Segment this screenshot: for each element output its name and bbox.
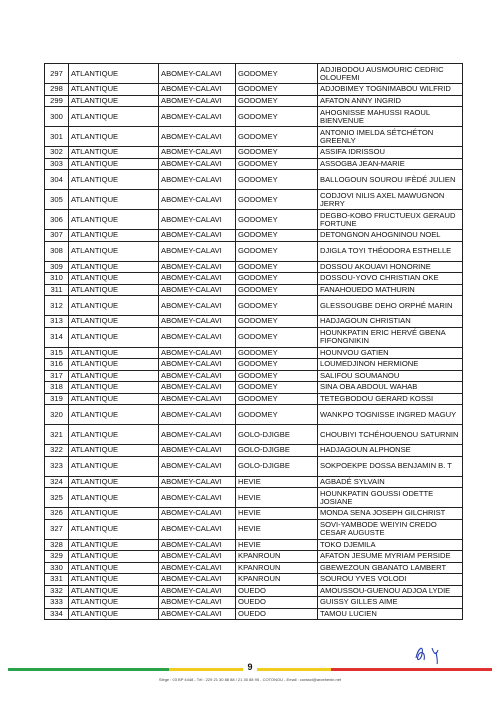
cell-arrondissement: GODOMEY	[236, 210, 318, 230]
cell-full-name: ADJOBIMEY TOGNIMABOU WILFRID	[318, 84, 463, 96]
table-row	[45, 107, 463, 127]
cell-full-name: ASSOGBA JEAN-MARIE	[318, 158, 463, 170]
cell-full-name: ADJIBODOU AUSMOURIC CEDRIC OLOUFEMI	[318, 64, 463, 84]
cell-arrondissement: GODOMEY	[236, 95, 318, 107]
flag-green-stripe	[8, 668, 169, 671]
table-row	[45, 296, 463, 316]
table-row	[45, 562, 463, 574]
cell-arrondissement: GODOMEY	[236, 147, 318, 159]
table-row	[45, 585, 463, 597]
cell-arrondissement: GODOMEY	[236, 84, 318, 96]
cell-number: 314	[45, 327, 69, 347]
cell-full-name: BALLOGOUN SOUROU IFÈDÉ JULIEN	[318, 170, 463, 190]
cell-full-name: FANAHOUEDO MATHURIN	[318, 284, 463, 296]
cell-full-name: HOUNKPATIN GOUSSI ODETTE JOSIANE	[318, 488, 463, 508]
cell-commune: ABOMEY-CALAVI	[159, 273, 236, 285]
cell-commune: ABOMEY-CALAVI	[159, 488, 236, 508]
table-row	[45, 445, 463, 457]
cell-arrondissement: GODOMEY	[236, 284, 318, 296]
cell-department: ATLANTIQUE	[69, 519, 159, 539]
cell-number: 306	[45, 210, 69, 230]
cell-number: 308	[45, 241, 69, 261]
cell-department: ATLANTIQUE	[69, 456, 159, 476]
cell-arrondissement: GODOMEY	[236, 64, 318, 84]
table-row	[45, 230, 463, 242]
cell-arrondissement: GODOMEY	[236, 382, 318, 394]
cell-commune: ABOMEY-CALAVI	[159, 476, 236, 488]
cell-department: ATLANTIQUE	[69, 241, 159, 261]
cell-commune: ABOMEY-CALAVI	[159, 393, 236, 405]
cell-arrondissement: GODOMEY	[236, 273, 318, 285]
cell-commune: ABOMEY-CALAVI	[159, 127, 236, 147]
cell-number: 300	[45, 107, 69, 127]
cell-commune: ABOMEY-CALAVI	[159, 107, 236, 127]
table-row	[45, 488, 463, 508]
table-row	[45, 476, 463, 488]
cell-commune: ABOMEY-CALAVI	[159, 84, 236, 96]
cell-full-name: TAMOU LUCIEN	[318, 608, 463, 620]
cell-department: ATLANTIQUE	[69, 585, 159, 597]
table-row	[45, 190, 463, 210]
cell-department: ATLANTIQUE	[69, 327, 159, 347]
cell-number: 318	[45, 382, 69, 394]
cell-commune: ABOMEY-CALAVI	[159, 241, 236, 261]
cell-commune: ABOMEY-CALAVI	[159, 456, 236, 476]
cell-department: ATLANTIQUE	[69, 597, 159, 609]
cell-number: 320	[45, 405, 69, 425]
cell-full-name: ANTONIO IMELDA SÉTCHÉTON GREENLY	[318, 127, 463, 147]
table-row	[45, 273, 463, 285]
cell-number: 334	[45, 608, 69, 620]
cell-arrondissement: GODOMEY	[236, 316, 318, 328]
cell-arrondissement: HEVIE	[236, 508, 318, 520]
cell-commune: ABOMEY-CALAVI	[159, 210, 236, 230]
cell-commune: ABOMEY-CALAVI	[159, 382, 236, 394]
table-row	[45, 147, 463, 159]
cell-commune: ABOMEY-CALAVI	[159, 316, 236, 328]
table-row	[45, 261, 463, 273]
cell-full-name: CODJOVI NILIS AXEL MAWUGNON JERRY	[318, 190, 463, 210]
cell-arrondissement: HEVIE	[236, 488, 318, 508]
table-row	[45, 241, 463, 261]
cell-number: 323	[45, 456, 69, 476]
table-row	[45, 64, 463, 84]
cell-full-name: DJIGLA TOYI THÉODORA ESTHELLE	[318, 241, 463, 261]
cell-full-name: SINA OBA ABDOUL WAHAB	[318, 382, 463, 394]
cell-number: 297	[45, 64, 69, 84]
cell-number: 330	[45, 562, 69, 574]
table-row	[45, 551, 463, 563]
cell-department: ATLANTIQUE	[69, 284, 159, 296]
cell-commune: ABOMEY-CALAVI	[159, 261, 236, 273]
cell-commune: ABOMEY-CALAVI	[159, 551, 236, 563]
cell-commune: ABOMEY-CALAVI	[159, 519, 236, 539]
cell-department: ATLANTIQUE	[69, 508, 159, 520]
cell-number: 317	[45, 370, 69, 382]
cell-arrondissement: HEVIE	[236, 476, 318, 488]
cell-commune: ABOMEY-CALAVI	[159, 147, 236, 159]
cell-commune: ABOMEY-CALAVI	[159, 539, 236, 551]
cell-number: 312	[45, 296, 69, 316]
cell-number: 298	[45, 84, 69, 96]
cell-arrondissement: GODOMEY	[236, 107, 318, 127]
cell-number: 333	[45, 597, 69, 609]
cell-arrondissement: HEVIE	[236, 519, 318, 539]
cell-department: ATLANTIQUE	[69, 551, 159, 563]
candidate-table-body	[45, 64, 463, 620]
cell-full-name: AFATON JESUME MYRIAM PERSIDE	[318, 551, 463, 563]
cell-full-name: DOSSOU-YOVO CHRISTIAN OKE	[318, 273, 463, 285]
table-row	[45, 95, 463, 107]
cell-commune: ABOMEY-CALAVI	[159, 597, 236, 609]
cell-commune: ABOMEY-CALAVI	[159, 370, 236, 382]
table-row	[45, 597, 463, 609]
cell-arrondissement: OUEDO	[236, 585, 318, 597]
cell-department: ATLANTIQUE	[69, 359, 159, 371]
cell-department: ATLANTIQUE	[69, 425, 159, 445]
cell-number: 331	[45, 574, 69, 586]
cell-number: 309	[45, 261, 69, 273]
cell-full-name: AHOGNISSE MAHUSSI RAOUL BIENVENUE	[318, 107, 463, 127]
cell-commune: ABOMEY-CALAVI	[159, 359, 236, 371]
cell-department: ATLANTIQUE	[69, 296, 159, 316]
table-row	[45, 127, 463, 147]
cell-number: 329	[45, 551, 69, 563]
cell-full-name: DOSSOU AKOUAVI HONORINE	[318, 261, 463, 273]
cell-full-name: TOKO DJEMILA	[318, 539, 463, 551]
cell-arrondissement: KPANROUN	[236, 562, 318, 574]
cell-arrondissement: GODOMEY	[236, 347, 318, 359]
cell-arrondissement: GOLO-DJIGBE	[236, 425, 318, 445]
cell-number: 324	[45, 476, 69, 488]
cell-department: ATLANTIQUE	[69, 127, 159, 147]
cell-department: ATLANTIQUE	[69, 608, 159, 620]
cell-full-name: ASSIFA IDRISSOU	[318, 147, 463, 159]
cell-department: ATLANTIQUE	[69, 488, 159, 508]
cell-department: ATLANTIQUE	[69, 107, 159, 127]
cell-commune: ABOMEY-CALAVI	[159, 230, 236, 242]
footer-contact-line: Siège : 03 BP 4448 - Tél : 229 21 30 88 88 / 21 30 88 95 - COTONOU - Email : contact@arcebenin.net	[158, 677, 342, 682]
cell-department: ATLANTIQUE	[69, 539, 159, 551]
cell-full-name: AFATON ANNY INGRID	[318, 95, 463, 107]
cell-number: 332	[45, 585, 69, 597]
table-row	[45, 393, 463, 405]
cell-department: ATLANTIQUE	[69, 158, 159, 170]
cell-commune: ABOMEY-CALAVI	[159, 562, 236, 574]
cell-full-name: LOUMEDJINON HERMIONE	[318, 359, 463, 371]
cell-arrondissement: GODOMEY	[236, 405, 318, 425]
cell-full-name: TETEGBODOU GERARD KOSSI	[318, 393, 463, 405]
cell-number: 326	[45, 508, 69, 520]
table-row	[45, 158, 463, 170]
cell-number: 327	[45, 519, 69, 539]
cell-commune: ABOMEY-CALAVI	[159, 608, 236, 620]
table-row	[45, 519, 463, 539]
cell-full-name: AMOUSSOU-GUENOU ADJOA LYDIE	[318, 585, 463, 597]
table-row	[45, 405, 463, 425]
table-row	[45, 347, 463, 359]
cell-commune: ABOMEY-CALAVI	[159, 508, 236, 520]
cell-full-name: GUISSY GILLES AIME	[318, 597, 463, 609]
cell-department: ATLANTIQUE	[69, 170, 159, 190]
cell-department: ATLANTIQUE	[69, 261, 159, 273]
table-row	[45, 327, 463, 347]
cell-commune: ABOMEY-CALAVI	[159, 64, 236, 84]
cell-commune: ABOMEY-CALAVI	[159, 158, 236, 170]
cell-full-name: HADJAGOUN CHRISTIAN	[318, 316, 463, 328]
table-row	[45, 370, 463, 382]
cell-number: 321	[45, 425, 69, 445]
cell-commune: ABOMEY-CALAVI	[159, 95, 236, 107]
cell-department: ATLANTIQUE	[69, 574, 159, 586]
table-row	[45, 425, 463, 445]
cell-arrondissement: GOLO-DJIGBE	[236, 456, 318, 476]
cell-full-name: SOVI-YAMBODE WEIYIN CREDO CESAR AUGUSTE	[318, 519, 463, 539]
table-row	[45, 382, 463, 394]
table-row	[45, 508, 463, 520]
cell-full-name: SOUROU YVES VOLODI	[318, 574, 463, 586]
table-row	[45, 539, 463, 551]
cell-number: 313	[45, 316, 69, 328]
cell-full-name: HOUNKPATIN ERIC HERVÉ GBENA FIFONGNIKIN	[318, 327, 463, 347]
cell-department: ATLANTIQUE	[69, 393, 159, 405]
cell-commune: ABOMEY-CALAVI	[159, 296, 236, 316]
cell-department: ATLANTIQUE	[69, 190, 159, 210]
page-number: 9	[243, 662, 257, 672]
cell-commune: ABOMEY-CALAVI	[159, 574, 236, 586]
cell-commune: ABOMEY-CALAVI	[159, 170, 236, 190]
cell-department: ATLANTIQUE	[69, 370, 159, 382]
cell-department: ATLANTIQUE	[69, 316, 159, 328]
cell-commune: ABOMEY-CALAVI	[159, 405, 236, 425]
cell-department: ATLANTIQUE	[69, 95, 159, 107]
cell-full-name: HOUNVOU GATIEN	[318, 347, 463, 359]
cell-commune: ABOMEY-CALAVI	[159, 190, 236, 210]
cell-department: ATLANTIQUE	[69, 84, 159, 96]
cell-number: 302	[45, 147, 69, 159]
cell-commune: ABOMEY-CALAVI	[159, 425, 236, 445]
cell-department: ATLANTIQUE	[69, 445, 159, 457]
cell-department: ATLANTIQUE	[69, 230, 159, 242]
cell-number: 316	[45, 359, 69, 371]
cell-full-name: GLESSOUGBE DEHO ORPHÉ MARIN	[318, 296, 463, 316]
cell-arrondissement: GODOMEY	[236, 190, 318, 210]
cell-number: 301	[45, 127, 69, 147]
cell-full-name: DETONGNON AHOGNINOU NOEL	[318, 230, 463, 242]
cell-arrondissement: KPANROUN	[236, 574, 318, 586]
cell-number: 328	[45, 539, 69, 551]
table-row	[45, 84, 463, 96]
cell-arrondissement: GODOMEY	[236, 327, 318, 347]
table-row	[45, 170, 463, 190]
cell-number: 299	[45, 95, 69, 107]
cell-commune: ABOMEY-CALAVI	[159, 585, 236, 597]
table-row	[45, 608, 463, 620]
cell-department: ATLANTIQUE	[69, 562, 159, 574]
cell-department: ATLANTIQUE	[69, 273, 159, 285]
cell-arrondissement: GODOMEY	[236, 170, 318, 190]
cell-full-name: HADJAGOUN ALPHONSE	[318, 445, 463, 457]
cell-full-name: AGBADÉ SYLVAIN	[318, 476, 463, 488]
cell-number: 322	[45, 445, 69, 457]
cell-full-name: GBEWEZOUN GBANATO LAMBERT	[318, 562, 463, 574]
table-row	[45, 456, 463, 476]
cell-commune: ABOMEY-CALAVI	[159, 327, 236, 347]
cell-full-name: SALIFOU SOUMANOU	[318, 370, 463, 382]
cell-arrondissement: GODOMEY	[236, 370, 318, 382]
cell-arrondissement: KPANROUN	[236, 551, 318, 563]
cell-department: ATLANTIQUE	[69, 64, 159, 84]
cell-number: 305	[45, 190, 69, 210]
cell-arrondissement: GODOMEY	[236, 359, 318, 371]
cell-department: ATLANTIQUE	[69, 210, 159, 230]
cell-number: 307	[45, 230, 69, 242]
cell-arrondissement: OUEDO	[236, 608, 318, 620]
cell-number: 315	[45, 347, 69, 359]
cell-number: 319	[45, 393, 69, 405]
signature-mark	[412, 640, 448, 666]
cell-department: ATLANTIQUE	[69, 405, 159, 425]
cell-department: ATLANTIQUE	[69, 476, 159, 488]
cell-arrondissement: GODOMEY	[236, 296, 318, 316]
cell-full-name: SOKPOEKPE DOSSA BENJAMIN B. T	[318, 456, 463, 476]
cell-arrondissement: GODOMEY	[236, 158, 318, 170]
cell-arrondissement: GODOMEY	[236, 261, 318, 273]
candidate-table	[44, 63, 463, 620]
cell-number: 304	[45, 170, 69, 190]
cell-arrondissement: GODOMEY	[236, 127, 318, 147]
cell-arrondissement: GOLO-DJIGBE	[236, 445, 318, 457]
table-row	[45, 210, 463, 230]
cell-number: 303	[45, 158, 69, 170]
cell-number: 311	[45, 284, 69, 296]
cell-arrondissement: GODOMEY	[236, 393, 318, 405]
flag-red-stripe	[331, 668, 492, 671]
cell-number: 325	[45, 488, 69, 508]
cell-commune: ABOMEY-CALAVI	[159, 347, 236, 359]
cell-arrondissement: GODOMEY	[236, 230, 318, 242]
cell-department: ATLANTIQUE	[69, 147, 159, 159]
cell-department: ATLANTIQUE	[69, 347, 159, 359]
table-row	[45, 574, 463, 586]
cell-commune: ABOMEY-CALAVI	[159, 284, 236, 296]
cell-arrondissement: HEVIE	[236, 539, 318, 551]
cell-arrondissement: GODOMEY	[236, 241, 318, 261]
table-row	[45, 359, 463, 371]
cell-department: ATLANTIQUE	[69, 382, 159, 394]
table-row	[45, 316, 463, 328]
cell-full-name: MONDA SENA JOSEPH GILCHRIST	[318, 508, 463, 520]
cell-full-name: DEGBO-KOBO FRUCTUEUX GERAUD FORTUNE	[318, 210, 463, 230]
cell-commune: ABOMEY-CALAVI	[159, 445, 236, 457]
cell-arrondissement: OUEDO	[236, 597, 318, 609]
table-row	[45, 284, 463, 296]
cell-full-name: CHOUBIYI TCHÉHOUENOU SATURNIN	[318, 425, 463, 445]
cell-number: 310	[45, 273, 69, 285]
cell-full-name: WANKPO TOGNISSE INGRED MAGUY	[318, 405, 463, 425]
